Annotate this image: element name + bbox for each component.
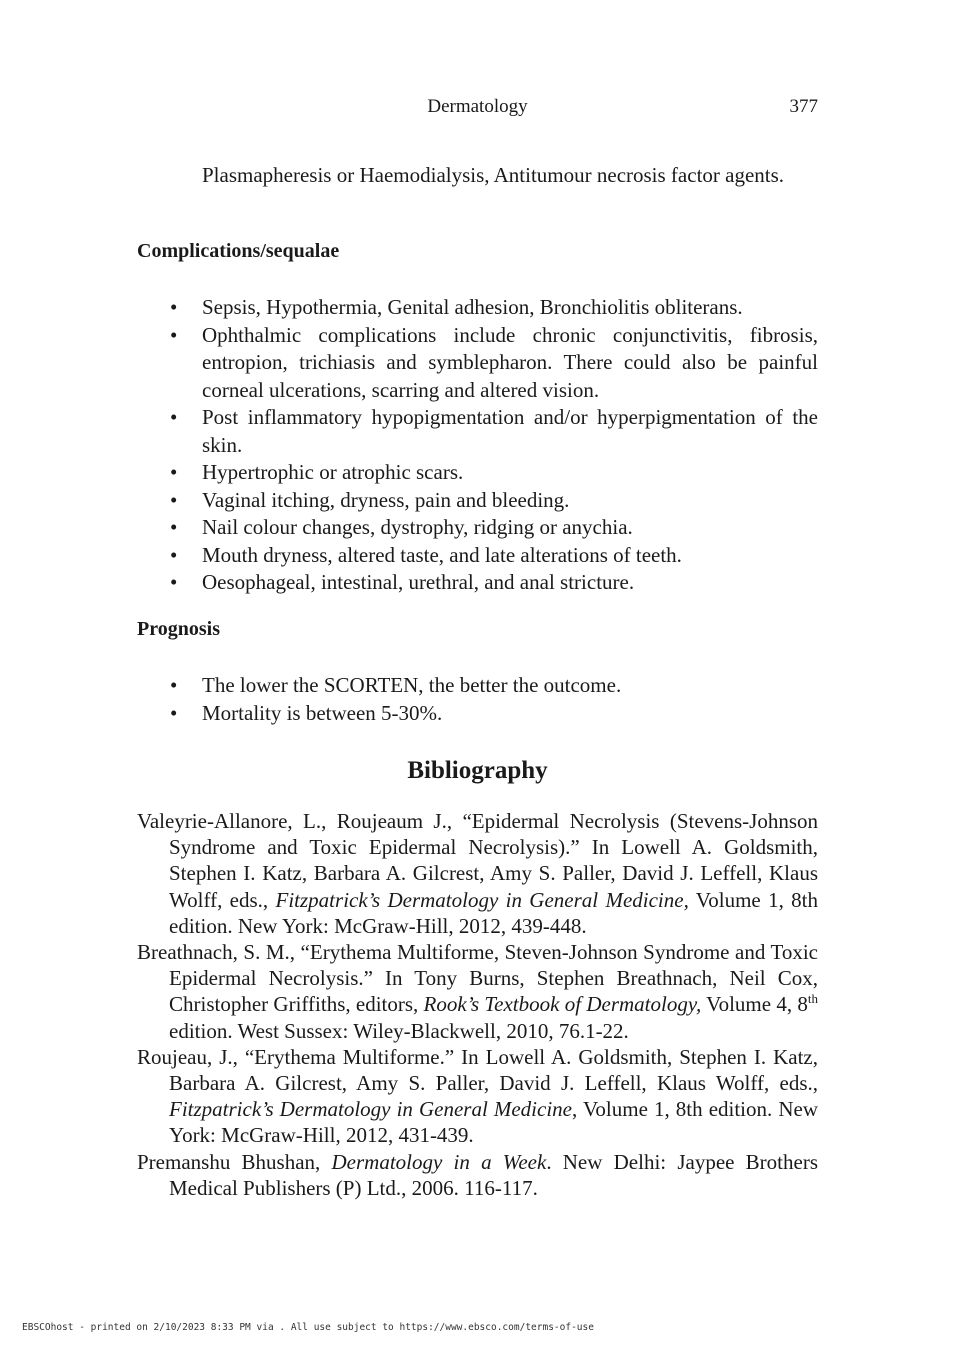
citation-text: Roujeau, J., “Erythema Multiforme.” In Lowell A. Goldsmith, Stephen I. Katz, Barbara A. Gilcrest, Amy S. Paller, David J. Leffell, Klaus Wolff, eds.,: [137, 1044, 818, 1096]
bullet-icon: •: [170, 487, 178, 512]
list-item-text: Ophthalmic complications include chronic conjunctivitis, fibrosis, entropion, trichiasis and symblepharon. There could also be painful corneal ulcerations, scarring and altered vision.: [202, 322, 818, 402]
bullet-icon: •: [170, 570, 178, 594]
list-item-text: The lower the SCORTEN, the better the outcome.: [202, 673, 622, 697]
bibliography-entry: [137, 808, 818, 939]
citation-title: Dermatology in a Week: [331, 1149, 547, 1174]
bullet-icon: •: [170, 295, 178, 319]
superscript: th: [807, 991, 818, 1007]
citation-text: Premanshu Bhushan,: [137, 1149, 332, 1174]
bullet-icon: •: [170, 322, 178, 347]
bibliography-list: [137, 808, 818, 1201]
list-item-text: Vaginal itching, dryness, pain and bleeding.: [202, 487, 570, 512]
citation-title: Rook’s Textbook of Dermatology,: [423, 992, 702, 1017]
citation-text: , Volume 1, 8th edition. New York: McGraw-Hill, 2012, 431-439.: [169, 1097, 818, 1148]
complications-heading: Complications/sequalae: [137, 240, 340, 262]
running-header-title: Dermatology: [427, 96, 528, 117]
citation-text: Breathnach, S. M., “Erythema Multiforme, Steven-Johnson Syndrome and Toxic Epidermal Necrolysis.” In Tony Burns, Stephen Breathnach, Neil Cox, Christopher Griffiths, editors,: [137, 940, 818, 1017]
citation-title: Fitzpatrick’s Dermatology in General Medicine,: [275, 887, 689, 912]
intro-paragraph: Plasmapheresis or Haemodialysis, Antitumour necrosis factor agents.: [202, 163, 785, 187]
bullet-icon: •: [170, 673, 178, 697]
bibliography-heading: Bibliography: [407, 757, 548, 784]
citation-text: edition. West Sussex: Wiley-Blackwell, 2010, 76.1-22.: [169, 1018, 629, 1043]
list-item-text: Mouth dryness, altered taste, and late alterations of teeth.: [202, 542, 682, 567]
list-item: [170, 569, 818, 597]
bullet-icon: •: [170, 405, 178, 429]
bibliography-entry: [137, 939, 818, 1044]
bullet-icon: •: [170, 515, 178, 539]
list-item-text: Post inflammatory hypopigmentation and/or hyperpigmentation of the skin.: [202, 405, 818, 457]
citation-text: Valeyrie-Allanore, L., Roujeaum J., “Epidermal Necrolysis (Stevens-Johnson Syndrome and Toxic Epidermal Necrolysis).” In Lowell A. Goldsmith, Stephen I. Katz, Barbara A. Gilcrest, Amy S. Paller, David J. Leffell, Klaus Wolff, eds.,: [137, 809, 818, 912]
prognosis-list: [170, 672, 818, 727]
list-item: [170, 322, 818, 405]
bullet-icon: •: [170, 700, 178, 725]
list-item-text: Oesophageal, intestinal, urethral, and anal stricture.: [202, 570, 635, 594]
bibliography-entry: [137, 1044, 818, 1149]
list-item: [170, 294, 818, 322]
bullet-icon: •: [170, 542, 178, 567]
list-item: [170, 514, 818, 542]
bullet-icon: •: [170, 460, 178, 484]
prognosis-heading: Prognosis: [137, 618, 220, 640]
list-item: [170, 487, 818, 515]
list-item: [170, 672, 818, 700]
list-item-text: Mortality is between 5-30%.: [202, 700, 443, 725]
citation-text: . New Delhi: Jaypee Brothers Medical Publishers (P) Ltd., 2006. 116-117.: [169, 1149, 818, 1200]
list-item-text: Nail colour changes, dystrophy, ridging or anychia.: [202, 515, 633, 539]
citation-title: Fitzpatrick’s Dermatology in General Medicine: [169, 1097, 572, 1122]
bibliography-entry: [137, 1149, 818, 1201]
citation-text: Volume 1, 8th edition. New York: McGraw-Hill, 2012, 439-448.: [169, 887, 819, 938]
list-item-text: Sepsis, Hypothermia, Genital adhesion, Bronchiolitis obliterans.: [202, 295, 743, 319]
citation-text: Volume 4, 8: [701, 992, 808, 1017]
list-item: [170, 459, 818, 487]
print-footer: EBSCOhost - printed on 2/10/2023 8:33 PM via . All use subject to https://www.ebsco.com/terms-of-use: [22, 1322, 594, 1333]
list-item-text: Hypertrophic or atrophic scars.: [202, 460, 464, 484]
list-item: [170, 542, 818, 570]
list-item: [170, 404, 818, 459]
page-number: 377: [789, 96, 818, 117]
list-item: [170, 700, 818, 728]
complications-list: [170, 294, 818, 597]
